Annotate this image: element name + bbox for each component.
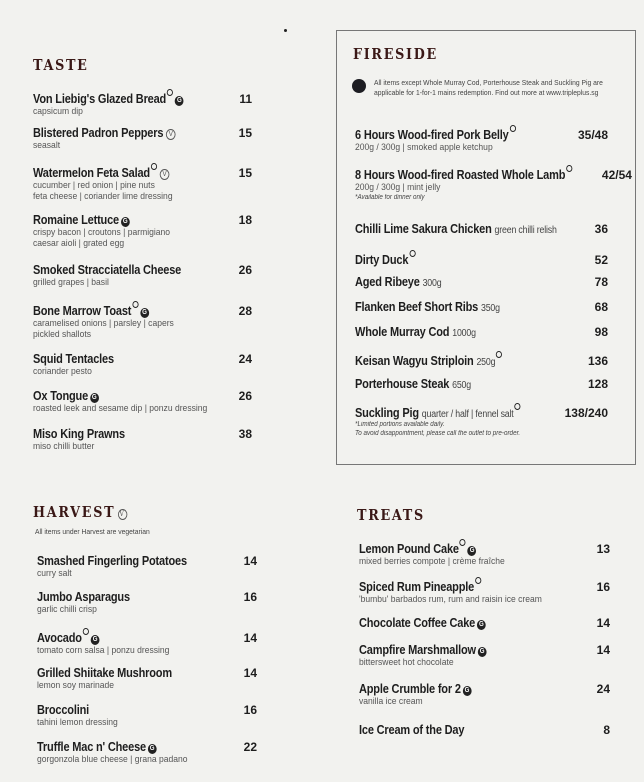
- signature-circle-icon: [151, 163, 157, 170]
- gluten-badge-icon: G: [463, 686, 472, 696]
- menu-item-note: To avoid disappointment, please call the outlet to pre-order.: [355, 430, 521, 437]
- harvest-note: All items under Harvest are vegetarian: [35, 527, 150, 536]
- menu-item-description: bittersweet hot chocolate: [359, 657, 454, 668]
- menu-item-name: Spiced Rum Pineapple: [359, 580, 475, 594]
- menu-item-price: 13: [596, 542, 610, 556]
- menu-item: [355, 300, 608, 314]
- menu-item-row: [33, 389, 252, 403]
- menu-item: [359, 539, 610, 567]
- gluten-badge-icon: G: [121, 217, 130, 227]
- menu-item-name: Jumbo Asparagus: [37, 590, 130, 604]
- menu-item-name-line: [37, 666, 172, 680]
- menu-item-description: caramelised onions | parsley | capers: [33, 318, 174, 329]
- menu-item-name-line: [355, 165, 572, 182]
- menu-item: [355, 351, 608, 368]
- menu-item-detail: 650g: [452, 380, 471, 391]
- gluten-badge-icon: G: [477, 620, 486, 630]
- signature-circle-icon: [132, 301, 138, 308]
- menu-item: [359, 616, 610, 630]
- menu-item-description: caesar aioli | grated egg: [33, 238, 125, 249]
- menu-item: [37, 740, 257, 765]
- menu-item-name-line: [359, 539, 476, 556]
- menu-item-price: 14: [596, 643, 610, 657]
- menu-item-price: 8: [603, 723, 610, 737]
- menu-item-name: Ice Cream of the Day: [359, 723, 465, 737]
- menu-item-description: roasted leek and sesame dip | ponzu dressing: [33, 403, 208, 414]
- menu-item: [359, 682, 610, 707]
- menu-item-price: 98: [594, 325, 608, 339]
- menu-item-row: [33, 427, 252, 441]
- menu-item-description: grilled grapes | basil: [33, 277, 109, 288]
- treats-heading: TREATS: [357, 506, 425, 524]
- menu-item-name: Porterhouse Steak: [355, 377, 450, 391]
- menu-item-detail: 350g: [480, 303, 500, 314]
- menu-item-description: gorgonzola blue cheese | grana padano: [37, 754, 188, 765]
- fireside-note-line: All items except Whole Murray Cod, Porterhouse Steak and Suckling Pig are: [374, 78, 603, 87]
- menu-item-price: 26: [238, 389, 252, 403]
- menu-item-name: Lemon Pound Cake: [359, 542, 459, 556]
- menu-item-price: 11: [239, 92, 252, 106]
- menu-item-price: 22: [243, 740, 257, 754]
- menu-item-row: [355, 300, 608, 314]
- menu-item-description: feta cheese | coriander lime dressing: [33, 191, 173, 202]
- menu-item-row: [355, 165, 632, 182]
- menu-item-row: [33, 213, 252, 227]
- menu-item-description: 200g / 300g | mint jelly: [355, 182, 441, 193]
- menu-item-price: 38: [238, 427, 252, 441]
- menu-item-name-line: [359, 682, 471, 696]
- signature-circle-icon: [167, 89, 173, 96]
- menu-item-detail: quarter / half | fennel salt: [421, 409, 514, 420]
- menu-item-name-line: [33, 389, 99, 403]
- menu-item-name-line: [355, 222, 557, 236]
- menu-item-row: [355, 222, 608, 236]
- menu-item-row: [33, 263, 252, 277]
- signature-circle-icon: [496, 351, 502, 358]
- menu-item-row: [355, 125, 608, 142]
- menu-item-description: crispy bacon | croutons | parmigiano: [33, 227, 171, 238]
- gluten-badge-icon: G: [175, 96, 184, 106]
- menu-item-name-line: [37, 703, 89, 717]
- menu-item-name-line: [355, 275, 441, 289]
- menu-item-description: garlic chilli crisp: [37, 604, 97, 615]
- menu-item: [37, 554, 257, 579]
- menu-item-row: [33, 163, 252, 180]
- menu-item-name: Whole Murray Cod: [355, 325, 450, 339]
- menu-item-detail: 250g: [476, 357, 496, 368]
- menu-item: [37, 590, 257, 615]
- gluten-badge-icon: G: [140, 308, 149, 318]
- harvest-title: HARVEST: [33, 503, 116, 521]
- menu-item-name-line: [37, 740, 157, 754]
- menu-item-price: 16: [243, 590, 257, 604]
- menu-item: [355, 165, 632, 202]
- menu-item-name-line: [355, 377, 471, 391]
- menu-item: [359, 643, 610, 668]
- menu-item-price: 36: [594, 222, 608, 236]
- menu-item-row: [33, 126, 252, 140]
- menu-item-detail: green chilli relish: [494, 225, 557, 236]
- menu-item-row: [355, 403, 608, 420]
- menu-item-name: Grilled Shiitake Mushroom: [37, 666, 172, 680]
- signature-circle-icon: [83, 628, 89, 635]
- menu-item: [355, 222, 608, 236]
- menu-item-detail: 1000g: [452, 328, 476, 339]
- menu-item-name: Von Liebig's Glazed Bread: [33, 92, 167, 106]
- menu-item-name-line: [33, 427, 125, 441]
- menu-item-description: tahini lemon dressing: [37, 717, 118, 728]
- menu-item: [33, 263, 252, 288]
- menu-item-name-line: [33, 301, 149, 318]
- menu-item-price: 16: [596, 580, 610, 594]
- gluten-badge-icon: G: [478, 647, 487, 657]
- menu-item-name: Romaine Lettuce: [33, 213, 119, 227]
- menu-item-price: 14: [243, 554, 257, 568]
- vegetarian-icon: V: [119, 510, 126, 518]
- tripleplus-logo-icon: [352, 79, 366, 93]
- fireside-note-line: applicable for 1-for-1 mains redemption. Find out more at www.tripleplus.sg: [374, 88, 599, 97]
- signature-circle-icon: [566, 165, 572, 172]
- menu-item-price: 26: [238, 263, 252, 277]
- menu-item-name: 6 Hours Wood-fired Pork Belly: [355, 128, 509, 142]
- menu-item-name: Broccolini: [37, 703, 90, 717]
- menu-item: [33, 126, 252, 151]
- menu-item-name-line: [359, 643, 486, 657]
- menu-item-name-line: [355, 300, 500, 314]
- menu-item-name-line: [359, 577, 481, 594]
- menu-item-description: capsicum dip: [33, 106, 83, 117]
- menu-item: [355, 275, 608, 289]
- menu-item-description: 200g / 300g | smoked apple ketchup: [355, 142, 493, 153]
- menu-item-price: 138/240: [564, 406, 608, 420]
- menu-item-price: 14: [596, 616, 610, 630]
- menu-item-description: cucumber | red onion | pine nuts: [33, 180, 155, 191]
- menu-item-row: [359, 643, 610, 657]
- menu-item-name: Truffle Mac n' Cheese: [37, 740, 146, 754]
- menu-item-row: [355, 250, 608, 267]
- menu-item-name: Chilli Lime Sakura Chicken: [355, 222, 492, 236]
- menu-item-name: Chocolate Coffee Cake: [359, 616, 476, 630]
- menu-item-price: 16: [243, 703, 257, 717]
- menu-item: [355, 403, 608, 438]
- signature-circle-icon: [514, 403, 520, 410]
- menu-item-name: Smashed Fingerling Potatoes: [37, 554, 187, 568]
- harvest-heading: [33, 503, 127, 521]
- menu-item-name-line: [359, 723, 464, 737]
- menu-item: [37, 666, 257, 691]
- signature-circle-icon: [475, 577, 481, 584]
- gluten-badge-icon: G: [91, 635, 100, 645]
- menu-item: [33, 301, 252, 340]
- menu-item-description: curry salt: [37, 568, 72, 579]
- menu-item-price: 128: [587, 377, 608, 391]
- menu-item-row: [37, 554, 257, 568]
- menu-item-row: [359, 616, 610, 630]
- menu-item-name: Avocado: [37, 631, 82, 645]
- menu-item-row: [37, 666, 257, 680]
- menu-item-note: *Limited portions available daily.: [355, 421, 445, 428]
- menu-item-name: Ox Tongue: [33, 389, 89, 403]
- menu-item-price: 35/48: [577, 128, 608, 142]
- menu-item-name: Campfire Marshmallow: [359, 643, 476, 657]
- menu-item-detail: 300g: [422, 278, 442, 289]
- menu-item-price: 15: [238, 126, 252, 140]
- menu-item-row: [355, 351, 608, 368]
- menu-item-description: pickled shallots: [33, 329, 91, 340]
- menu-item-name-line: [355, 351, 502, 368]
- menu-item-name: Blistered Padron Peppers: [33, 126, 164, 140]
- menu-item-name: Suckling Pig: [355, 406, 419, 420]
- menu-item-price: 24: [596, 682, 610, 696]
- menu-item-name: Dirty Duck: [355, 253, 409, 267]
- menu-item-description: miso chilli butter: [33, 441, 95, 452]
- menu-item-name: Flanken Beef Short Ribs: [355, 300, 479, 314]
- menu-item-name-line: [355, 403, 521, 420]
- menu-item: [33, 389, 252, 414]
- menu-item-name-line: [359, 616, 486, 630]
- taste-heading: TASTE: [33, 56, 89, 74]
- menu-item-description: mixed berries compote | crème fraîche: [359, 556, 505, 567]
- menu-item-name-line: [33, 352, 114, 366]
- menu-item-name-line: [33, 89, 184, 106]
- menu-item-row: [37, 703, 257, 717]
- menu-item-price: 68: [594, 300, 608, 314]
- menu-item-description: tomato corn salsa | ponzu dressing: [37, 645, 170, 656]
- menu-item-name: Bone Marrow Toast: [33, 304, 132, 318]
- menu-item-name-line: [33, 163, 169, 180]
- menu-item-price: 52: [594, 253, 608, 267]
- signature-circle-icon: [409, 250, 415, 257]
- menu-item-name: 8 Hours Wood-fired Roasted Whole Lamb: [355, 168, 566, 182]
- gluten-badge-icon: G: [148, 744, 157, 754]
- menu-item-row: [33, 89, 252, 106]
- menu-item-row: [359, 682, 610, 696]
- menu-item: [33, 213, 252, 249]
- menu-item-price: 18: [238, 213, 252, 227]
- menu-item-row: [359, 723, 610, 737]
- menu-item-name: Smoked Stracciatella Cheese: [33, 263, 182, 277]
- menu-item-description: coriander pesto: [33, 366, 92, 377]
- menu-item-description: 'bumbu' barbados rum, rum and raisin ice cream: [359, 594, 542, 605]
- menu-item: [33, 352, 252, 377]
- menu-item-name-line: [33, 213, 130, 227]
- fireside-note: [374, 78, 603, 98]
- menu-item-description: lemon soy marinade: [37, 680, 114, 691]
- menu-item-price: 24: [238, 352, 252, 366]
- menu-item-row: [37, 590, 257, 604]
- menu-item: [33, 89, 252, 117]
- menu-item-row: [355, 275, 608, 289]
- signature-circle-icon: [460, 539, 466, 546]
- menu-item-price: 14: [243, 666, 257, 680]
- menu-item-name-line: [37, 628, 99, 645]
- menu-item: [355, 250, 608, 267]
- signature-circle-icon: [509, 125, 515, 132]
- menu-item-row: [355, 377, 608, 391]
- gluten-badge-icon: G: [468, 546, 477, 556]
- menu-item: [359, 723, 610, 737]
- menu-item-name-line: [37, 554, 187, 568]
- menu-item-row: [359, 539, 610, 556]
- menu-item-price: 42/54: [601, 168, 632, 182]
- menu-item-description: seasalt: [33, 140, 61, 151]
- fireside-heading: FIRESIDE: [353, 45, 438, 63]
- menu-item: [359, 577, 610, 605]
- menu-item-name: Keisan Wagyu Striploin: [355, 354, 474, 368]
- menu-item-row: [359, 577, 610, 594]
- menu-item-name: Miso King Prawns: [33, 427, 125, 441]
- menu-item-note: *Available for dinner only: [355, 194, 425, 201]
- menu-item: [355, 377, 608, 391]
- menu-item-price: 28: [238, 304, 252, 318]
- ink-dot: [284, 29, 287, 32]
- menu-item-name: Squid Tentacles: [33, 352, 114, 366]
- menu-item-row: [355, 325, 608, 339]
- menu-item-name-line: [33, 263, 181, 277]
- menu-item-name-line: [355, 125, 516, 142]
- menu-item-row: [33, 352, 252, 366]
- menu-item-name-line: [355, 325, 476, 339]
- menu-item: [33, 163, 252, 202]
- menu-item-price: 78: [594, 275, 608, 289]
- menu-item: [37, 703, 257, 728]
- menu-item-name-line: [355, 250, 415, 267]
- vegetarian-icon: V: [160, 169, 170, 180]
- menu-item: [355, 125, 608, 153]
- menu-item-price: 14: [243, 631, 257, 645]
- gluten-badge-icon: G: [90, 393, 99, 403]
- menu-item: [33, 427, 252, 452]
- menu-item: [355, 325, 608, 339]
- menu-item-name-line: [33, 126, 176, 140]
- menu-item-row: [37, 740, 257, 754]
- vegetarian-icon: V: [166, 129, 176, 140]
- menu-item-name: Apple Crumble for 2: [359, 682, 461, 696]
- menu-item-price: 15: [238, 166, 252, 180]
- menu-item-description: vanilla ice cream: [359, 696, 423, 707]
- menu-item-name: Aged Ribeye: [355, 275, 420, 289]
- menu-item-price: 136: [587, 354, 608, 368]
- menu-item-name: Watermelon Feta Salad: [33, 166, 150, 180]
- menu-item: [37, 628, 257, 656]
- menu-item-name-line: [37, 590, 130, 604]
- menu-item-row: [33, 301, 252, 318]
- menu-item-row: [37, 628, 257, 645]
